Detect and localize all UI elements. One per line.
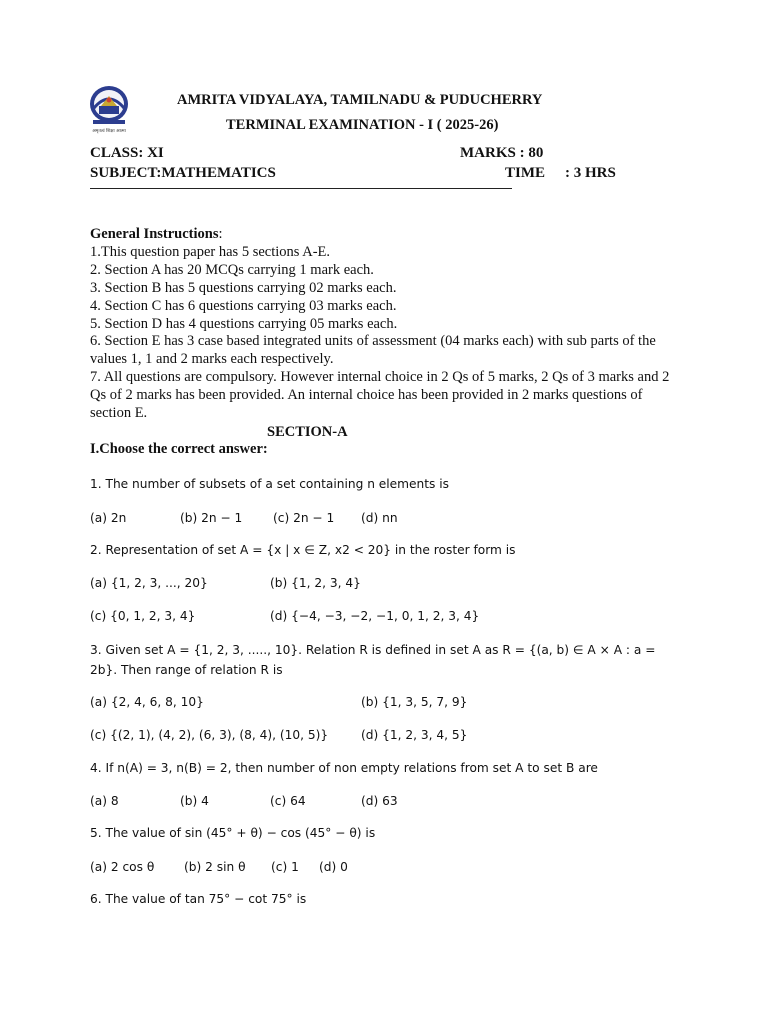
section-a-title: SECTION-A bbox=[267, 424, 348, 440]
q5-option-a: (a) 2 cos θ bbox=[90, 860, 155, 874]
time-value: : 3 HRS bbox=[565, 165, 616, 181]
instructions-heading bbox=[90, 226, 670, 244]
q2-option-c: (c) {0, 1, 2, 3, 4} bbox=[90, 609, 196, 623]
subject-label: SUBJECT:MATHEMATICS bbox=[90, 165, 276, 181]
instruction-item: 7. All questions are compulsory. However internal choice in 2 Qs of 5 marks, 2 Qs of 3 marks and 2 Qs of 2 marks has been provided. An internal choice has been provided in 2 marks questions of section E. bbox=[90, 369, 670, 422]
q3-option-b: (b) {1, 3, 5, 7, 9} bbox=[361, 695, 468, 709]
q2-option-a: (a) {1, 2, 3, ..., 20} bbox=[90, 576, 208, 590]
q5-option-b: (b) 2 sin θ bbox=[184, 860, 246, 874]
logo-motto: अमृतत्वं शिक्षा आत्मा bbox=[92, 129, 126, 134]
question-2: 2. Representation of set A = {x | x ∈ Z, x2 < 20} in the roster form is bbox=[90, 543, 516, 557]
instruction-item: 1.This question paper has 5 sections A-E. bbox=[90, 243, 331, 260]
q5-option-c: (c) 1 bbox=[271, 860, 299, 874]
q4-option-b: (b) 4 bbox=[180, 794, 209, 808]
q5-option-d: (d) 0 bbox=[319, 860, 348, 874]
instruction-item: 2. Section A has 20 MCQs carrying 1 mark each. bbox=[90, 261, 374, 278]
q4-option-a: (a) 8 bbox=[90, 794, 119, 808]
general-instructions bbox=[90, 226, 670, 423]
q1-option-c: (c) 2n − 1 bbox=[273, 511, 335, 525]
question-5: 5. The value of sin (45° + θ) − cos (45° − θ) is bbox=[90, 826, 376, 840]
instruction-item: 6. Section E has 3 case based integrated units of assessment (04 marks each) with sub parts of the values 1, 1 and 2 marks each respectively. bbox=[90, 333, 656, 368]
time-label: TIME bbox=[505, 165, 546, 181]
question-4: 4. If n(A) = 3, n(B) = 2, then number of non empty relations from set A to set B are bbox=[90, 761, 598, 775]
q1-option-d: (d) nn bbox=[361, 511, 398, 525]
instructions-colon: : bbox=[218, 226, 223, 242]
question-1: 1. The number of subsets of a set containing n elements is bbox=[90, 477, 450, 491]
q3-option-c: (c) {(2, 1), (4, 2), (6, 3), (8, 4), (10, 5)} bbox=[90, 728, 329, 742]
school-name: AMRITA VIDYALAYA, TAMILNADU & PUDUCHERRY bbox=[177, 92, 543, 108]
question-6: 6. The value of tan 75° − cot 75° is bbox=[90, 892, 307, 906]
instruction-item: 4. Section C has 6 questions carrying 03 marks each. bbox=[90, 297, 397, 314]
q2-option-d: (d) {−4, −3, −2, −1, 0, 1, 2, 3, 4} bbox=[270, 609, 480, 623]
header-divider bbox=[90, 188, 512, 189]
instruction-item: 5. Section D has 4 questions carrying 05 marks each. bbox=[90, 315, 398, 332]
q4-option-d: (d) 63 bbox=[361, 794, 398, 808]
q3-option-a: (a) {2, 4, 6, 8, 10} bbox=[90, 695, 204, 709]
q2-option-b: (b) {1, 2, 3, 4} bbox=[270, 576, 361, 590]
instructions-title: General Instructions bbox=[90, 226, 219, 242]
school-logo bbox=[85, 84, 133, 136]
q1-option-b: (b) 2n − 1 bbox=[180, 511, 243, 525]
marks-label: MARKS : 80 bbox=[460, 145, 544, 161]
q4-option-c: (c) 64 bbox=[270, 794, 306, 808]
question-3: 3. Given set A = {1, 2, 3, ....., 10}. Relation R is defined in set A as R = {(a, b) ∈ A × A : a = 2b}. Then range of relation R is bbox=[90, 643, 656, 677]
section-a-subtitle: I.Choose the correct answer: bbox=[90, 441, 268, 457]
class-label: CLASS: XI bbox=[90, 145, 164, 161]
instruction-item: 3. Section B has 5 questions carrying 02 marks each. bbox=[90, 279, 397, 296]
q1-option-a: (a) 2n bbox=[90, 511, 127, 525]
q3-option-d: (d) {1, 2, 3, 4, 5} bbox=[361, 728, 468, 742]
exam-title: TERMINAL EXAMINATION - I ( 2025-26) bbox=[226, 117, 499, 133]
